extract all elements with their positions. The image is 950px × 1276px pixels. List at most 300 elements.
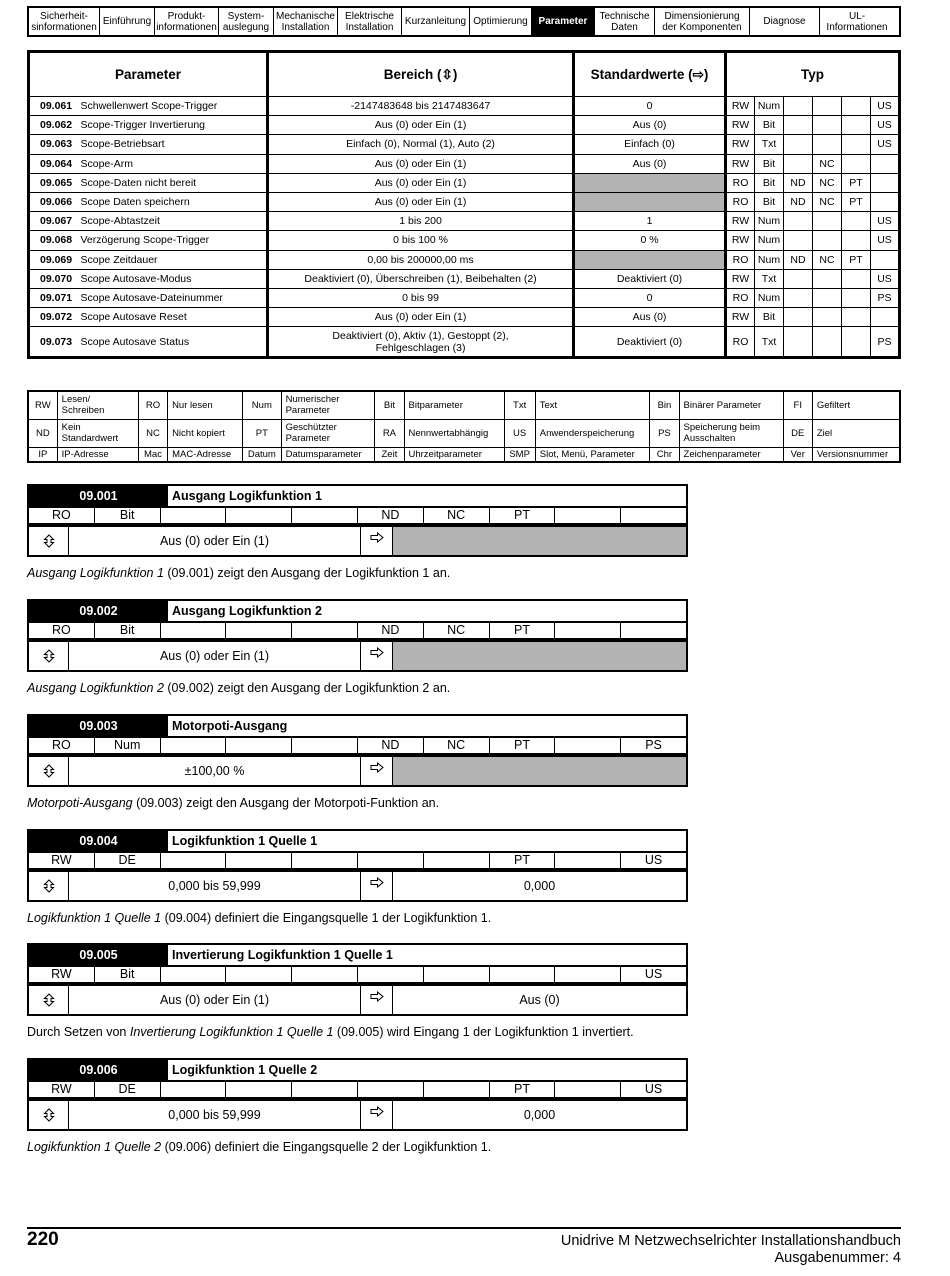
legend-abbreviation: Bin <box>650 391 679 419</box>
param-type-flag <box>871 308 900 327</box>
legend-description: Text <box>535 391 650 419</box>
param-type-flag <box>871 192 900 211</box>
param-flag: PT <box>490 853 556 868</box>
parameter-range: 0,000 bis 59,999 <box>69 872 361 900</box>
param-type-flag <box>842 212 871 231</box>
param-flag <box>555 508 621 523</box>
param-type-flag <box>871 250 900 269</box>
param-name: Scope-Trigger Invertierung <box>77 116 268 135</box>
param-flag <box>424 853 490 868</box>
param-name: Scope-Abtastzeit <box>77 212 268 231</box>
param-type-flag: US <box>871 116 900 135</box>
param-number: 09.063 <box>29 135 77 154</box>
param-type-flag: RW <box>726 116 755 135</box>
param-type-flag: ND <box>784 192 813 211</box>
param-flag: Bit <box>95 508 161 523</box>
param-flag <box>226 508 292 523</box>
param-flag: Bit <box>95 623 161 638</box>
parameter-title: Invertierung Logikfunktion 1 Quelle 1 <box>172 948 393 962</box>
param-type-flag <box>784 288 813 307</box>
param-name: Schwellenwert Scope-Trigger <box>77 97 268 116</box>
param-type-flag: Num <box>755 250 784 269</box>
param-type-flag: RO <box>726 327 755 358</box>
parameter-description <box>27 911 927 925</box>
legend-description: Geschützter Parameter <box>281 419 375 447</box>
param-default: Deaktiviert (0) <box>574 269 726 288</box>
param-type-flag <box>842 116 871 135</box>
param-number: 09.064 <box>29 154 77 173</box>
param-flag <box>358 1082 424 1097</box>
param-flag <box>424 1082 490 1097</box>
parameter-range: 0,000 bis 59,999 <box>69 1101 361 1129</box>
param-type-flag: RW <box>726 154 755 173</box>
param-flag <box>161 738 227 753</box>
param-default: Aus (0) <box>574 116 726 135</box>
legend-abbreviation: SMP <box>504 447 535 462</box>
legend-abbreviation: Txt <box>504 391 535 419</box>
param-flag: Bit <box>95 967 161 982</box>
description-text: (09.002) zeigt den Ausgang der Logikfunktion 2 an. <box>163 681 451 695</box>
param-type-flag: Bit <box>755 173 784 192</box>
param-type-flag: US <box>871 135 900 154</box>
parameter-block <box>27 943 688 1039</box>
parameter-header <box>27 714 688 738</box>
param-type-flag <box>842 154 871 173</box>
param-number: 09.070 <box>29 269 77 288</box>
param-flag: NC <box>424 738 490 753</box>
legend-abbreviation: US <box>504 419 535 447</box>
parameter-title: Logikfunktion 1 Quelle 1 <box>172 834 318 848</box>
param-name: Scope-Betriebsart <box>77 135 268 154</box>
parameter-range-row <box>27 1099 688 1131</box>
param-type-flag <box>784 154 813 173</box>
parameter-block <box>27 599 688 695</box>
param-flag <box>555 853 621 868</box>
type-legend-table <box>27 390 901 463</box>
param-flag <box>161 623 227 638</box>
page-number: 220 <box>27 1229 59 1250</box>
parameter-id: 09.005 <box>29 945 168 965</box>
param-name: Scope Zeitdauer <box>77 250 268 269</box>
param-flag <box>358 853 424 868</box>
param-type-flag <box>813 97 842 116</box>
param-type-flag <box>871 173 900 192</box>
param-type-flag: RW <box>726 135 755 154</box>
param-flag <box>161 1082 227 1097</box>
table-row <box>29 97 900 116</box>
param-flag <box>161 508 227 523</box>
parameter-default <box>393 527 686 555</box>
legend-abbreviation: IP <box>28 447 57 462</box>
table-row <box>29 212 900 231</box>
param-type-flag: NC <box>813 192 842 211</box>
param-type-flag <box>871 154 900 173</box>
param-default <box>574 192 726 211</box>
description-param-name: Logikfunktion 1 Quelle 1 <box>27 911 162 925</box>
param-type-flag <box>784 97 813 116</box>
param-flag <box>226 1082 292 1097</box>
parameter-id: 09.002 <box>29 601 168 621</box>
param-type-flag: Num <box>755 288 784 307</box>
parameter-default: Aus (0) <box>519 993 560 1007</box>
param-number: 09.066 <box>29 192 77 211</box>
param-type-flag: ND <box>784 250 813 269</box>
param-number: 09.065 <box>29 173 77 192</box>
description-param-name: Motorpoti-Ausgang <box>27 796 133 810</box>
table-row <box>29 231 900 250</box>
range-updown-icon <box>29 527 69 555</box>
parameter-header <box>27 599 688 623</box>
legend-abbreviation: Num <box>243 391 282 419</box>
param-flag <box>424 967 490 982</box>
legend-abbreviation: RO <box>138 391 167 419</box>
header-type: Typ <box>726 52 900 97</box>
param-type-flag: RO <box>726 192 755 211</box>
param-type-flag: US <box>871 97 900 116</box>
legend-description: Bitparameter <box>404 391 504 419</box>
param-flag: RO <box>29 508 95 523</box>
legend-row <box>28 419 900 447</box>
description-param-name: Ausgang Logikfunktion 2 <box>27 681 164 695</box>
param-flag <box>292 1082 358 1097</box>
legend-abbreviation: RA <box>375 419 404 447</box>
legend-description: Slot, Menü, Parameter <box>535 447 650 462</box>
description-param-name: Logikfunktion 1 Quelle 2 <box>27 1140 162 1154</box>
param-type-flag: Txt <box>755 135 784 154</box>
legend-description: Lesen/ Schreiben <box>57 391 138 419</box>
param-default: 1 <box>574 212 726 231</box>
param-number: 09.061 <box>29 97 77 116</box>
param-default <box>574 250 726 269</box>
param-type-flag: Num <box>755 97 784 116</box>
param-flag: ND <box>358 508 424 523</box>
param-type-flag: Bit <box>755 308 784 327</box>
header-default: Standardwerte (⇨) <box>574 52 726 97</box>
nav-tab[interactable]: Dimensionierung der Komponenten <box>655 8 750 35</box>
range-updown-icon <box>29 642 69 670</box>
param-type-flag: NC <box>813 250 842 269</box>
param-flag <box>292 853 358 868</box>
param-range: Deaktiviert (0), Aktiv (1), Gestoppt (2), Fehlgeschlagen (3) <box>268 327 574 358</box>
param-type-flag: PS <box>871 327 900 358</box>
parameter-flags <box>27 508 688 525</box>
legend-description: IP-Adresse <box>57 447 138 462</box>
param-number: 09.062 <box>29 116 77 135</box>
param-type-flag: NC <box>813 154 842 173</box>
param-type-flag: NC <box>813 173 842 192</box>
parameter-header <box>27 484 688 508</box>
param-flag <box>555 623 621 638</box>
param-number: 09.071 <box>29 288 77 307</box>
param-type-flag <box>784 327 813 358</box>
param-type-flag <box>813 135 842 154</box>
legend-description: Zeichenparameter <box>679 447 783 462</box>
param-type-flag: PS <box>871 288 900 307</box>
param-type-flag: Bit <box>755 192 784 211</box>
nav-tab[interactable]: Technische Daten <box>595 8 655 35</box>
legend-description: Nicht kopiert <box>168 419 243 447</box>
param-range: Aus (0) oder Ein (1) <box>268 116 574 135</box>
param-type-flag: Bit <box>755 154 784 173</box>
param-number: 09.069 <box>29 250 77 269</box>
param-number: 09.068 <box>29 231 77 250</box>
parameter-table <box>27 50 901 359</box>
param-type-flag <box>784 269 813 288</box>
param-flag <box>358 967 424 982</box>
table-row <box>29 288 900 307</box>
param-flag <box>555 738 621 753</box>
nav-tab[interactable]: Mechanische Installation <box>274 8 338 35</box>
param-flag: RO <box>29 623 95 638</box>
default-arrow-icon <box>361 757 393 785</box>
parameter-block <box>27 1058 688 1154</box>
param-type-flag: ND <box>784 173 813 192</box>
param-range: Aus (0) oder Ein (1) <box>268 308 574 327</box>
range-updown-icon <box>29 872 69 900</box>
param-type-flag: RW <box>726 97 755 116</box>
param-type-flag: PT <box>842 173 871 192</box>
param-type-flag <box>842 135 871 154</box>
param-flag: DE <box>95 1082 161 1097</box>
table-row <box>29 116 900 135</box>
param-type-flag: US <box>871 269 900 288</box>
param-type-flag <box>813 288 842 307</box>
param-range: 0,00 bis 200000,00 ms <box>268 250 574 269</box>
param-type-flag <box>784 231 813 250</box>
param-flag: ND <box>358 738 424 753</box>
table-row <box>29 308 900 327</box>
nav-tab[interactable]: Parameter <box>532 8 595 35</box>
param-type-flag <box>842 97 871 116</box>
param-type-flag: RO <box>726 250 755 269</box>
param-flag <box>490 967 556 982</box>
param-type-flag <box>842 288 871 307</box>
legend-description: Nennwertabhängig <box>404 419 504 447</box>
book-title: Unidrive M Netzwechselrichter Installationshandbuch <box>560 1233 901 1249</box>
legend-description: Datumsparameter <box>281 447 375 462</box>
param-type-flag: PT <box>842 192 871 211</box>
param-flag <box>161 853 227 868</box>
param-default: 0 <box>574 288 726 307</box>
nav-tab[interactable]: Kurzanleitung <box>402 8 470 35</box>
header-range: Bereich (⇳) <box>268 52 574 97</box>
param-type-flag: RO <box>726 173 755 192</box>
parameter-title: Logikfunktion 1 Quelle 2 <box>172 1063 318 1077</box>
parameter-default: 0,000 <box>523 1108 556 1122</box>
nav-tab[interactable]: Diagnose <box>750 8 820 35</box>
param-range: 0 bis 99 <box>268 288 574 307</box>
parameter-block <box>27 484 688 580</box>
parameter-range-row <box>27 984 688 1016</box>
nav-tab[interactable]: System- auslegung <box>219 8 274 35</box>
param-flag: RW <box>29 853 95 868</box>
param-flag <box>226 623 292 638</box>
range-updown-icon <box>29 757 69 785</box>
parameter-description <box>27 1140 927 1154</box>
parameter-id: 09.003 <box>29 716 168 736</box>
param-flag: US <box>644 967 663 981</box>
param-flag <box>226 853 292 868</box>
legend-abbreviation: Datum <box>243 447 282 462</box>
table-row <box>29 173 900 192</box>
param-default: Aus (0) <box>574 154 726 173</box>
description-text: (09.006) definiert die Eingangsquelle 2 der Logikfunktion 1. <box>161 1140 492 1154</box>
param-range: Deaktiviert (0), Überschreiben (1), Beibehalten (2) <box>268 269 574 288</box>
parameter-default <box>393 642 686 670</box>
parameter-description <box>27 566 927 580</box>
param-flag: Num <box>95 738 161 753</box>
param-type-flag: Num <box>755 231 784 250</box>
legend-description: Versionsnummer <box>812 447 900 462</box>
issue-number: Ausgabenummer: 4 <box>774 1250 901 1266</box>
header-parameter: Parameter <box>29 52 268 97</box>
param-flag <box>292 738 358 753</box>
description-param-name: Invertierung Logikfunktion 1 Quelle 1 <box>129 1025 334 1039</box>
section-nav-bar <box>27 6 901 37</box>
param-default: Deaktiviert (0) <box>574 327 726 358</box>
param-name: Scope Autosave Status <box>77 327 268 358</box>
param-type-flag <box>784 212 813 231</box>
parameter-description <box>27 681 927 695</box>
legend-description: Speicherung beim Ausschalten <box>679 419 783 447</box>
parameter-title: Motorpoti-Ausgang <box>172 719 288 733</box>
param-type-flag <box>813 269 842 288</box>
description-text: (09.001) zeigt den Ausgang der Logikfunktion 1 an. <box>163 566 451 580</box>
param-type-flag: RO <box>726 288 755 307</box>
default-arrow-icon <box>361 527 393 555</box>
param-range: 1 bis 200 <box>268 212 574 231</box>
parameter-id: 09.004 <box>29 831 168 851</box>
param-type-flag: Txt <box>755 269 784 288</box>
nav-tab[interactable]: Elektrische Installation <box>338 8 402 35</box>
table-row <box>29 269 900 288</box>
param-type-flag: US <box>871 231 900 250</box>
param-flag: ND <box>358 623 424 638</box>
legend-abbreviation: Mac <box>138 447 167 462</box>
param-range: Aus (0) oder Ein (1) <box>268 173 574 192</box>
parameter-range: Aus (0) oder Ein (1) <box>69 527 361 555</box>
table-row <box>29 327 900 358</box>
param-type-flag: US <box>871 212 900 231</box>
param-flag: RW <box>29 1082 95 1097</box>
legend-description: Binärer Parameter <box>679 391 783 419</box>
parameter-range-row <box>27 755 688 787</box>
legend-description: Kein Standardwert <box>57 419 138 447</box>
parameter-range: Aus (0) oder Ein (1) <box>69 642 361 670</box>
description-prefix: Durch Setzen von <box>27 1025 130 1039</box>
param-type-flag: Bit <box>755 116 784 135</box>
legend-abbreviation: PS <box>650 419 679 447</box>
legend-abbreviation: Ver <box>783 447 812 462</box>
param-number: 09.072 <box>29 308 77 327</box>
description-param-name: Ausgang Logikfunktion 1 <box>27 566 164 580</box>
footer-rule <box>27 1227 901 1229</box>
parameter-range-row <box>27 870 688 902</box>
param-flag <box>555 967 621 982</box>
nav-tab[interactable]: Optimierung <box>470 8 532 35</box>
range-updown-icon <box>29 1101 69 1129</box>
param-flag <box>555 1082 621 1097</box>
param-flag: PT <box>490 1082 556 1097</box>
param-range: Aus (0) oder Ein (1) <box>268 192 574 211</box>
param-flag: PT <box>490 738 556 753</box>
param-flag: PT <box>490 623 556 638</box>
param-range: 0 bis 100 % <box>268 231 574 250</box>
param-type-flag <box>784 308 813 327</box>
param-flag <box>292 967 358 982</box>
param-type-flag: Txt <box>755 327 784 358</box>
parameter-header <box>27 829 688 853</box>
param-range: Aus (0) oder Ein (1) <box>268 154 574 173</box>
parameter-range: Aus (0) oder Ein (1) <box>69 986 361 1014</box>
param-type-flag: PT <box>842 250 871 269</box>
legend-abbreviation: DE <box>783 419 812 447</box>
default-arrow-icon <box>361 872 393 900</box>
param-flag: US <box>644 853 663 867</box>
param-flag: PS <box>645 738 662 752</box>
description-text: (09.005) wird Eingang 1 der Logikfunktion 1 invertiert. <box>333 1025 634 1039</box>
param-default: 0 <box>574 97 726 116</box>
param-name: Scope Autosave-Modus <box>77 269 268 288</box>
legend-abbreviation: Chr <box>650 447 679 462</box>
parameter-block <box>27 829 688 925</box>
default-arrow-icon <box>361 1101 393 1129</box>
param-type-flag: RW <box>726 308 755 327</box>
param-flag <box>292 508 358 523</box>
param-default: 0 % <box>574 231 726 250</box>
default-arrow-icon <box>361 986 393 1014</box>
param-type-flag: RW <box>726 231 755 250</box>
legend-description: Anwenderspeicherung <box>535 419 650 447</box>
legend-abbreviation: ND <box>28 419 57 447</box>
param-name: Scope Autosave-Dateinummer <box>77 288 268 307</box>
parameter-id: 09.001 <box>29 486 168 506</box>
param-type-flag <box>842 231 871 250</box>
parameter-description <box>27 1025 927 1039</box>
legend-row <box>28 447 900 462</box>
param-flag <box>621 508 686 523</box>
parameter-flags <box>27 967 688 984</box>
param-range: -2147483648 bis 2147483647 <box>268 97 574 116</box>
nav-tab[interactable]: UL- Informationen <box>826 10 888 33</box>
nav-tab[interactable]: Sicherheit- sinformationen <box>29 8 100 35</box>
parameter-description <box>27 796 927 810</box>
param-type-flag <box>813 327 842 358</box>
legend-abbreviation: PT <box>243 419 282 447</box>
range-updown-icon <box>29 986 69 1014</box>
param-type-flag: RW <box>726 269 755 288</box>
legend-description: Uhrzeitparameter <box>404 447 504 462</box>
param-flag <box>226 967 292 982</box>
legend-description: MAC-Adresse <box>168 447 243 462</box>
legend-description: Ziel <box>812 419 900 447</box>
param-type-flag <box>813 212 842 231</box>
parameter-flags <box>27 623 688 640</box>
nav-tab[interactable]: Produkt- informationen <box>155 8 219 35</box>
table-row <box>29 250 900 269</box>
param-name: Scope-Daten nicht bereit <box>77 173 268 192</box>
parameter-header <box>27 943 688 967</box>
param-flag <box>621 623 686 638</box>
param-type-flag <box>813 308 842 327</box>
description-text: (09.003) zeigt den Ausgang der Motorpoti-Funktion an. <box>132 796 440 810</box>
param-type-flag <box>813 116 842 135</box>
nav-tab[interactable]: Einführung <box>100 8 155 35</box>
legend-abbreviation: NC <box>138 419 167 447</box>
table-row <box>29 192 900 211</box>
parameter-flags <box>27 738 688 755</box>
param-flag <box>226 738 292 753</box>
